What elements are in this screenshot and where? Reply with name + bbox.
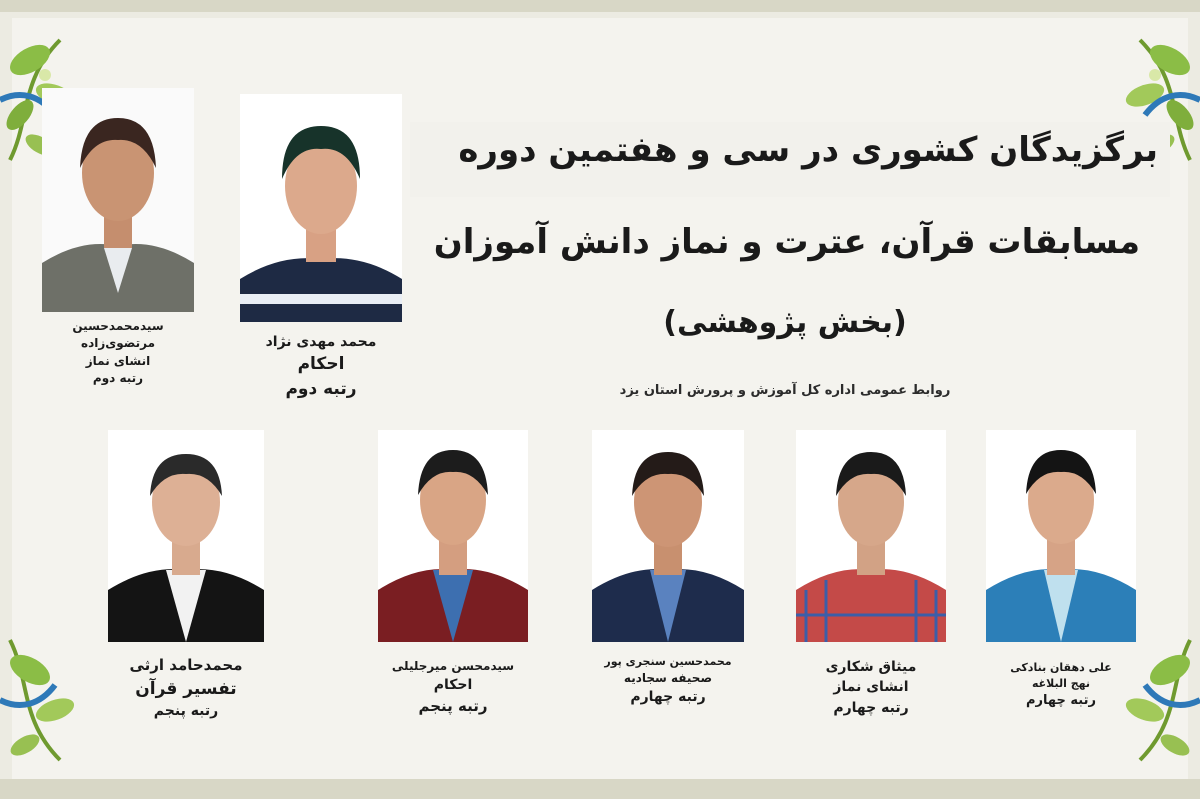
bottom-border (0, 779, 1200, 799)
winner-name: سیدمحسن میرجلیلی (391, 659, 515, 673)
winner-field: انشای نماز (85, 353, 151, 368)
winner-name: محمدحسین سنجری پور (604, 655, 732, 668)
section-label: (بخش پژوهشی) (663, 305, 907, 340)
winner-name: مرتضوی‌زاده (80, 336, 155, 351)
floral-ornament-icon (0, 630, 90, 780)
winner-caption (976, 660, 1146, 711)
winner-field: صحیفه سجادیه (623, 670, 713, 685)
winner-caption (582, 654, 754, 708)
winner-caption (786, 657, 956, 718)
winner-rank: رتبه پنجم (153, 703, 219, 720)
winner-rank: رتبه دوم (92, 371, 144, 386)
winner-photo (592, 430, 744, 642)
winner-field: انشای نماز (833, 679, 909, 696)
winner-photo (986, 430, 1136, 642)
winner-photo (42, 88, 194, 312)
title-line-2: مسابقات قرآن، عترت و نماز دانش آموزان (433, 222, 1140, 262)
winner-name: محمد مهدی نژاد (265, 334, 377, 350)
top-border (0, 0, 1200, 12)
winner-photo (796, 430, 946, 642)
winner-name: محمدحامد ارثی (129, 656, 243, 674)
winner-rank: رتبه چهارم (1026, 692, 1096, 708)
winner-field: تفسیر قرآن (135, 678, 237, 699)
winner-caption (368, 658, 538, 717)
winner-photo (240, 94, 402, 322)
winner-photo (108, 430, 264, 642)
winner-field: احکام (433, 677, 473, 694)
title-line-1: برگزیدگان کشوری در سی و هفتمین دوره (458, 130, 1158, 170)
winner-photo (378, 430, 528, 642)
winner-field: احکام (297, 354, 345, 375)
winner-rank: رتبه چهارم (630, 689, 706, 706)
winner-caption (98, 655, 274, 722)
winner-caption (240, 332, 402, 402)
winner-rank: رتبه چهارم (833, 699, 909, 716)
winner-rank: رتبه پنجم (418, 696, 488, 715)
winner-name: علی دهقان بنادکی (1010, 661, 1112, 674)
winner-caption (42, 318, 194, 388)
winner-field: نهج البلاغه (1031, 676, 1091, 690)
winner-rank: رتبه دوم (285, 378, 357, 399)
credit-text: روابط عمومی اداره کل آموزش و پرورش استان یزد (619, 383, 951, 398)
winner-name: سیدمحمدحسین (72, 319, 164, 333)
winner-name: میثاق شکاری (825, 659, 917, 675)
